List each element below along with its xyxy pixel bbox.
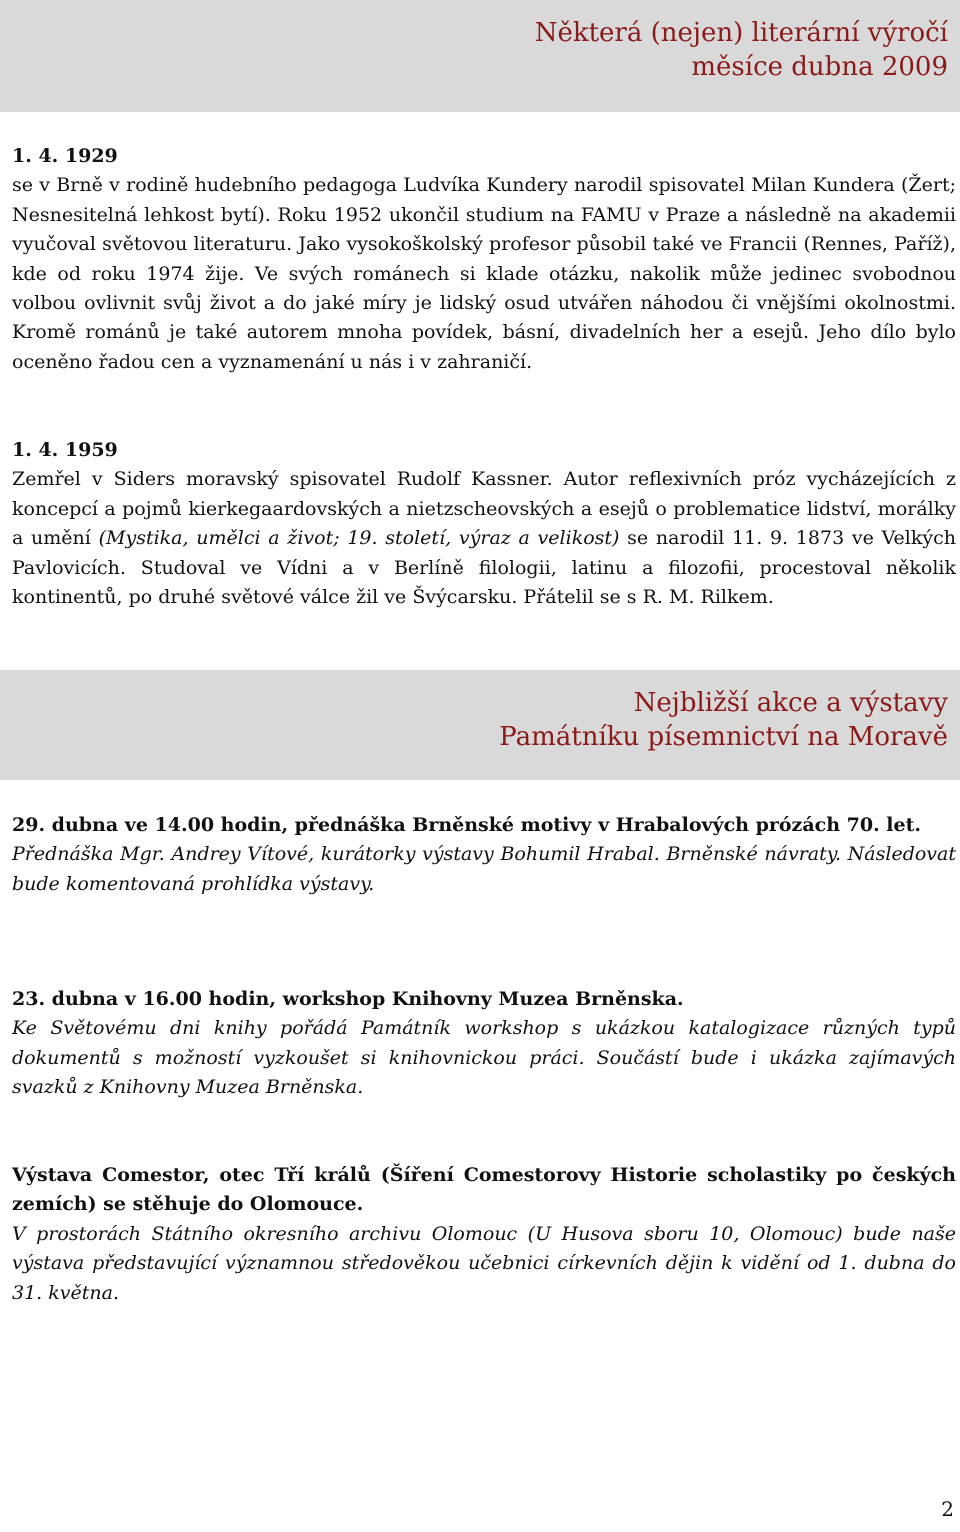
anniversary-kundera — [12, 142, 956, 377]
anniversary-kassner — [12, 436, 956, 612]
anniversary-text: se v Brně v rodině hudebního pedagoga Ludvíka Kundery narodil spisovatel Milan Kundera (Žert; Nesnesitelná lehkost bytí). Roku 1952 ukončil studium na FAMU v Praze a následně na akademii vyučoval světovou literaturu. Jako vysokoškolský profesor působil také ve Francii (Rennes, Paříž), kde od roku 1974 žije. Ve svých románech si klade otázku, nakolik může jedinec svobodnou volbou ovlivnit svůj život a do jaké míry je lidský osud utvářen náhodou či vnějšími okolnostmi. Kromě románů je také autorem mnoha povídek, básní, divadelních her a esejů. Jeho dílo bylo oceněno řadou cen a vyznamenání u nás i v zahraničí. — [12, 174, 956, 373]
anniversary-text-part1: Zemřel v Siders moravský spisovatel Rudolf Kassner. Autor reflexivních próz vycházejících z koncepcí a pojmů kierkegaardovských a nietzscheovských a esejů o problematice lidství, morálky a umění — [12, 468, 956, 550]
anniversary-text — [12, 465, 956, 612]
event-title: 29. dubna ve 14.00 hodin, přednáška Brněnské motivy v Hrabalových prózách 70. let. — [12, 814, 922, 836]
anniversaries-title-line2: měsíce dubna 2009 — [691, 52, 948, 82]
events-title-line1: Nejbližší akce a výstavy — [633, 688, 948, 718]
event-description: Přednáška Mgr. Andrey Vítové, kurátorky výstavy Bohumil Hrabal. Brněnské návraty. Následovat bude komentovaná prohlídka výstavy. — [12, 843, 956, 895]
event-description: V prostorách Státního okresního archivu Olomouc (U Husova sboru 10, Olomouc) bude naše výstava představující významnou středověkou učebnici církevních dějin k vidění od 1. dubna do 31. května. — [12, 1222, 956, 1304]
anniversary-date: 1. 4. 1959 — [12, 439, 118, 461]
event-description: Ke Světovému dni knihy pořádá Památník workshop s ukázkou katalogizace různých typů dokumentů s možností vyzkoušet si knihovnickou práci. Součástí bude i ukázka zajímavých svazků z Knihovny Muzea Brněnska. — [12, 1017, 956, 1099]
anniversary-date: 1. 4. 1929 — [12, 145, 118, 167]
event-title: Výstava Comestor, otec Tří králů (Šíření Comestorovy Historie scholastiky po českých zemích) se stěhuje do Olomouce. — [12, 1164, 956, 1216]
events-title-line2: Památníku písemnictví na Moravě — [499, 722, 948, 752]
anniversary-text-part2: se narodil 11. 9. 1873 ve Velkých Pavlovicích. Studoval ve Vídni a v Berlíně filologii, latinu a filozofii, procestoval několik kontinentů, po druhé světové válce žil ve Švýcarsku. Přátelil se s R. M. Rilkem. — [12, 527, 957, 609]
event-hrabal-lecture — [12, 811, 956, 899]
anniversaries-title-line1: Některá (nejen) literární výročí — [534, 18, 948, 48]
anniversary-works-italic: (Mystika, umělci a život; 19. století, výraz a velikost) — [98, 527, 620, 550]
event-library-workshop — [12, 985, 956, 1103]
event-title: 23. dubna v 16.00 hodin, workshop Knihovny Muzea Brněnska. — [12, 988, 684, 1010]
anniversaries-header — [0, 0, 960, 112]
events-header — [0, 670, 960, 780]
event-comestor-exhibition — [12, 1161, 956, 1308]
page-number: 2 — [941, 1497, 954, 1521]
